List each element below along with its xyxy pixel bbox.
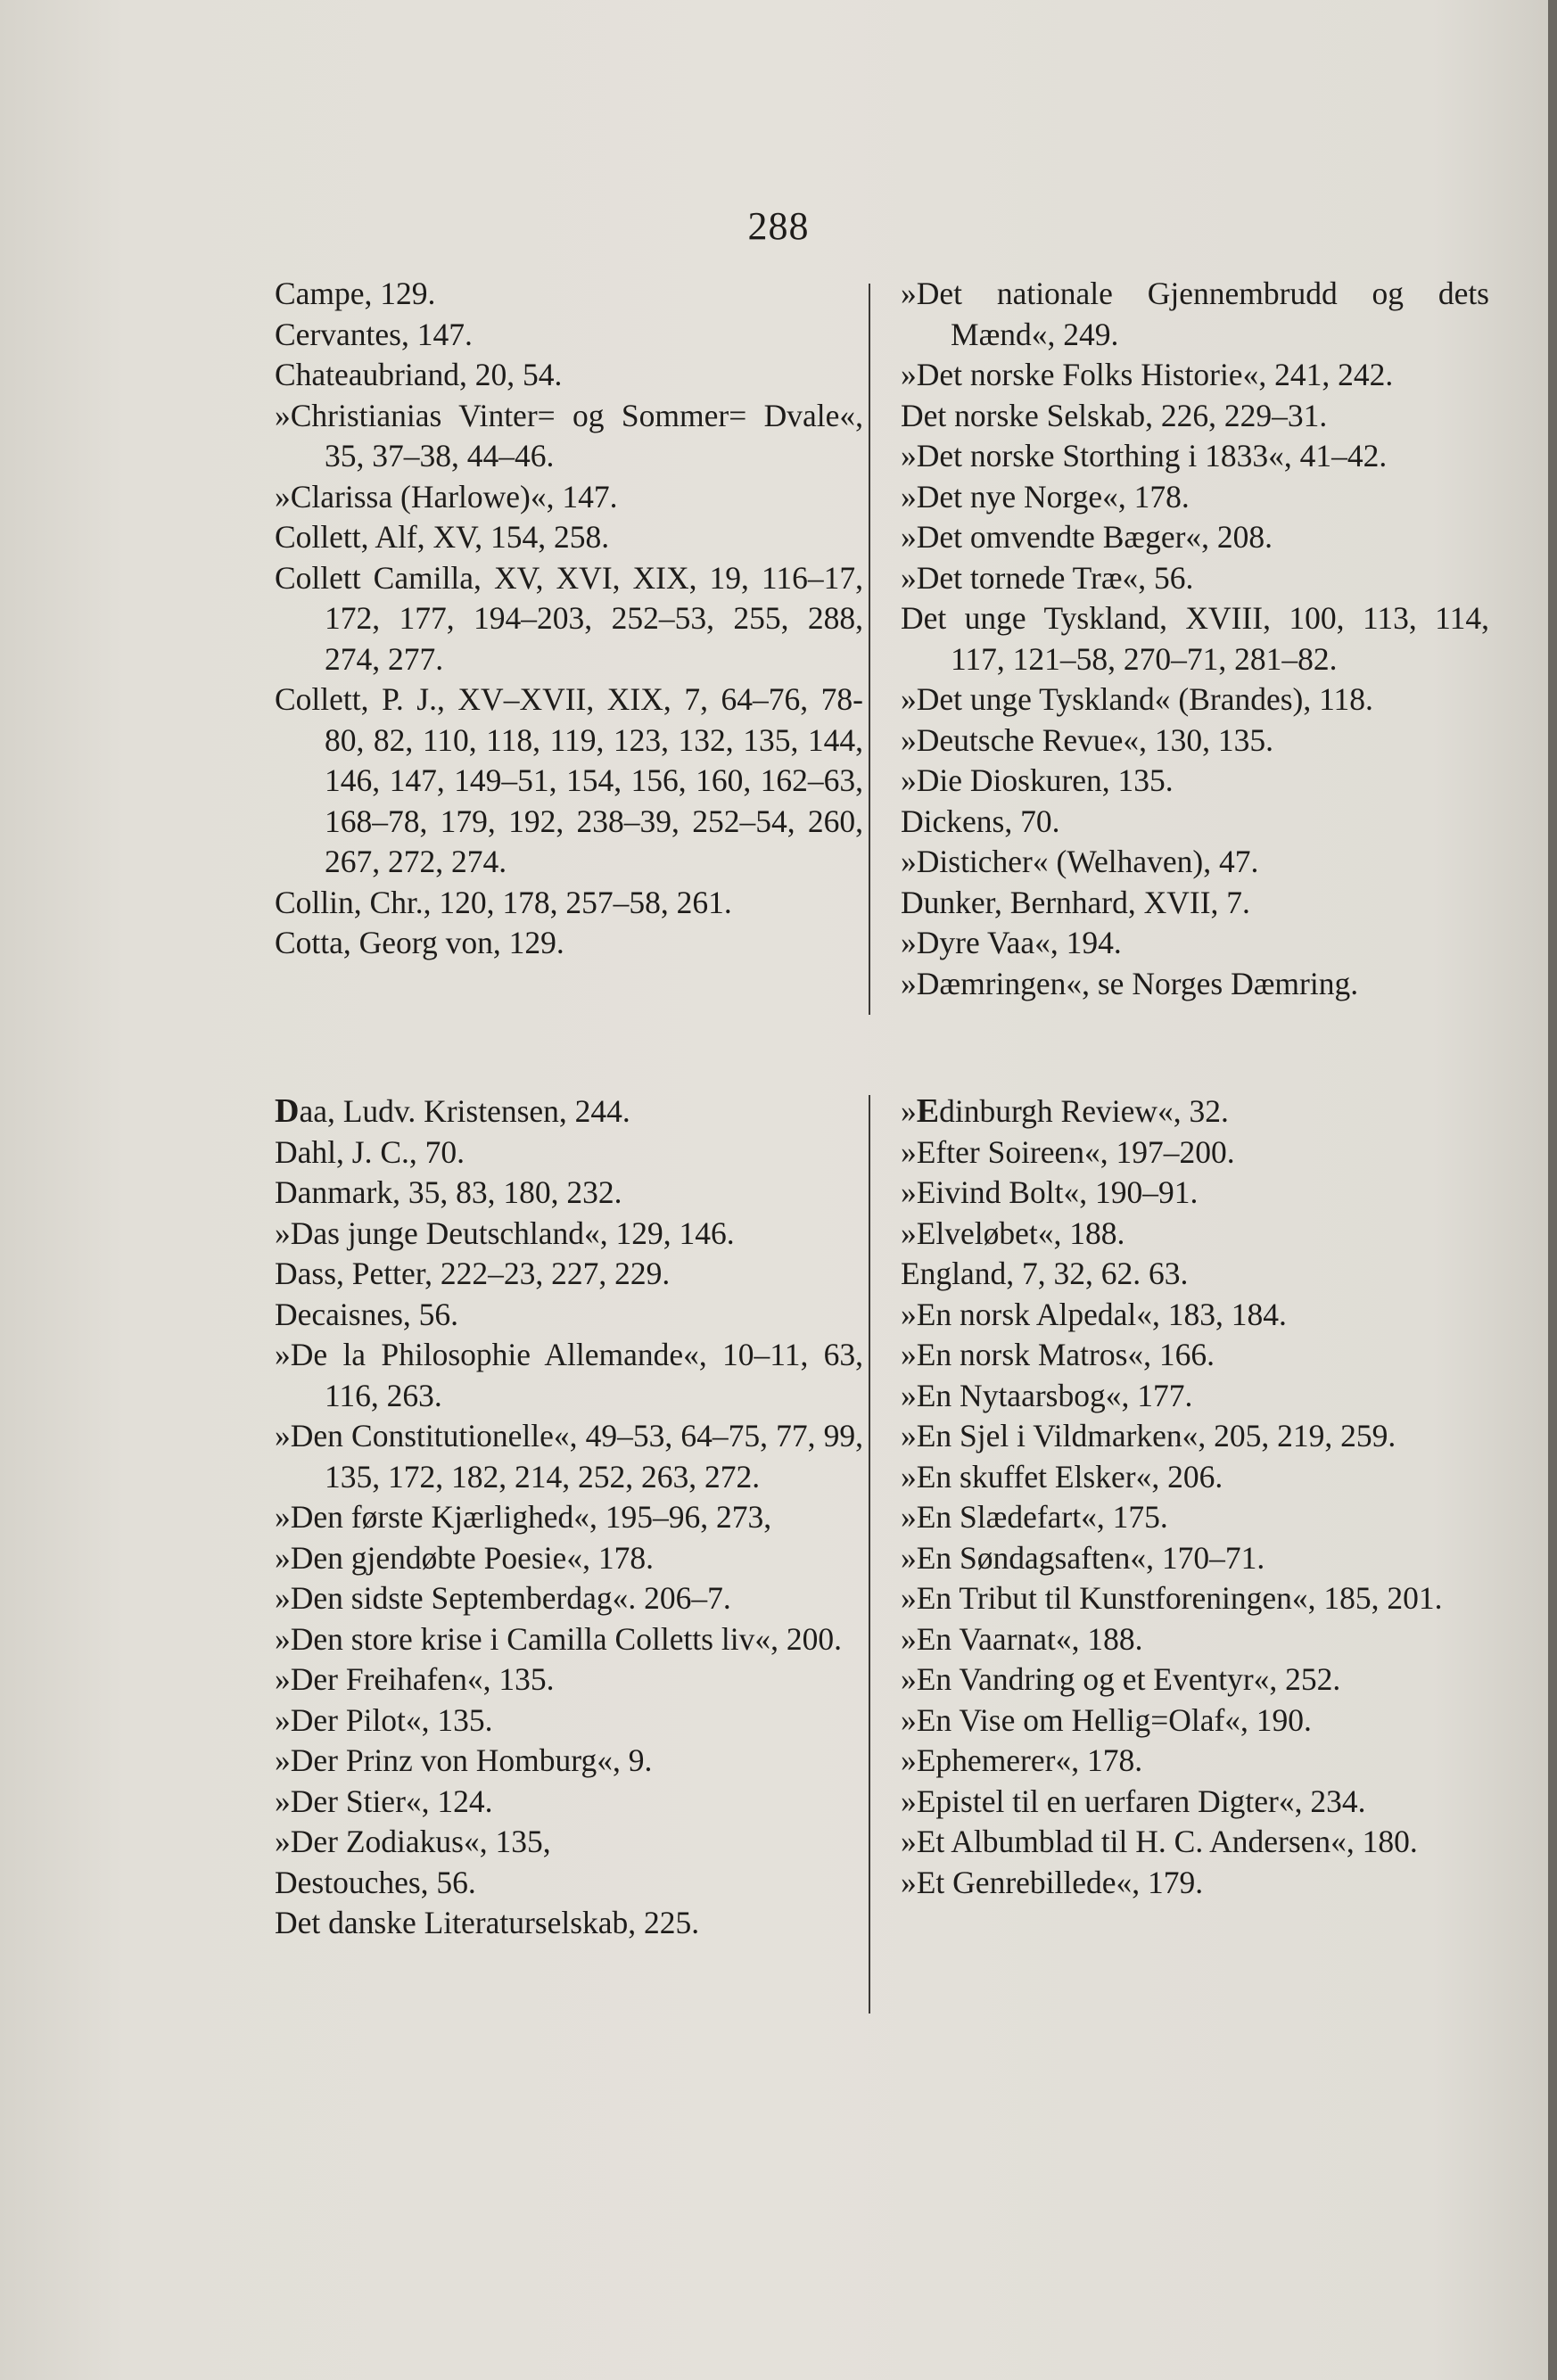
index-entry: »En Nytaarsbog«, 177. [901, 1377, 1193, 1413]
index-entry: »Das junge Deutschland«, 129, 146. [275, 1215, 735, 1251]
index-entry: »Der Zodiakus«, 135, [275, 1824, 551, 1859]
index-entry: »Ephemerer«, 178. [901, 1742, 1143, 1778]
index-entry: Danmark, 35, 83, 180, 232. [275, 1174, 622, 1210]
index-entry: »Clarissa (Harlowe)«, 147. [275, 478, 618, 515]
index-entry: Collett, P. J., XV–XVII, XIX, 7, 64–76, 78-80, 82, 110, 118, 119, 123, 132, 135, 144, 146, 147, 149–51, 154, 156, 160, 162–63, 168–78, 179, 192, 238–39, 252–54, 260, 267, 272, 274. [275, 681, 863, 879]
index-entry: »Det unge Tyskland« (Brandes), 118. [901, 681, 1373, 717]
index-entry: »En Slædefart«, 175. [901, 1499, 1168, 1535]
index-entry: »En norsk Alpedal«, 183, 184. [901, 1296, 1287, 1332]
index-entry: »Deutsche Revue«, 130, 135. [901, 721, 1274, 758]
index-entry: »Den gjendøbte Poesie«, 178. [275, 1539, 654, 1576]
index-column-e [901, 1091, 1489, 1903]
section-initial-d: D [275, 1092, 300, 1130]
index-entry: »Elveløbet«, 188. [901, 1215, 1125, 1251]
index-entry: »Dyre Vaa«, 194. [901, 925, 1122, 960]
index-entry: »Epistel til en uerfaren Digter«, 234. [901, 1783, 1366, 1819]
index-entry: »Den Constitutionelle«, 49–53, 64–75, 77, 99, 135, 172, 182, 214, 252, 263, 272. [275, 1418, 863, 1495]
index-entry: Chateaubriand, 20, 54. [275, 357, 563, 392]
index-entry: Cervantes, 147. [275, 316, 473, 352]
index-entry: »Et Genrebillede«, 179. [901, 1864, 1204, 1900]
index-entry: »Den sidste Septemberdag«. 206–7. [275, 1580, 731, 1616]
index-entry: »Der Pilot«, 135. [275, 1701, 493, 1738]
index-entry: Campe, 129. [275, 276, 436, 311]
index-entry: Collett Camilla, XV, XVI, XIX, 19, 116–17, 172, 177, 194–203, 252–53, 255, 288, 274, 277. [275, 559, 863, 677]
index-entry: »En Vaarnat«, 188. [901, 1620, 1143, 1657]
index-entry: »De la Philosophie Allemande«, 10–11, 63, 116, 263. [275, 1337, 863, 1413]
index-entry: »Christianias Vinter= og Sommer= Dvale«, 35, 37–38, 44–46. [275, 397, 863, 474]
index-entry-text: aa, Ludv. Kristensen, 244. [299, 1093, 630, 1129]
index-entry: »Der Stier«, 124. [275, 1783, 493, 1819]
index-entry: Det unge Tyskland, XVIII, 100, 113, 114, 117, 121–58, 270–71, 281–82. [901, 600, 1489, 677]
index-entry-prefix: » [901, 1093, 917, 1129]
index-entry: »Det norske Storthing i 1833«, 41–42. [901, 438, 1388, 474]
index-entry-text: dinburgh Review«, 32. [939, 1093, 1229, 1129]
index-entry: »En Vise om Hellig=Olaf«, 190. [901, 1701, 1312, 1738]
index-entry: Collett, Alf, XV, 154, 258. [275, 519, 610, 555]
index-entry: »En Søndagsaften«, 170–71. [901, 1539, 1265, 1576]
index-entry: »Der Prinz von Homburg«, 9. [275, 1742, 653, 1778]
index-entry: »En Vandring og et Eventyr«, 252. [901, 1661, 1341, 1697]
index-entry: Decaisnes, 56. [275, 1296, 459, 1332]
index-entry: »Eivind Bolt«, 190–91. [901, 1174, 1199, 1210]
index-entry: »Det nye Norge«, 178. [901, 478, 1190, 515]
index-entry: »En Tribut til Kunstforeningen«, 185, 201. [901, 1580, 1443, 1616]
index-entry: »En Sjel i Vildmarken«, 205, 219, 259. [901, 1418, 1396, 1454]
column-divider [869, 1095, 870, 2014]
index-entry [901, 1091, 1489, 1132]
index-entry: Collin, Chr., 120, 178, 257–58, 261. [275, 884, 732, 920]
index-entry: Det norske Selskab, 226, 229–31. [901, 397, 1328, 433]
index-entry: »Det tornede Træ«, 56. [901, 559, 1194, 596]
index-entry: »Den første Kjærlighed«, 195–96, 273, [275, 1499, 772, 1535]
index-entry: Det danske Literaturselskab, 225. [275, 1905, 700, 1940]
index-entry: Dickens, 70. [901, 803, 1060, 839]
index-entry: »Det nationale Gjennembrudd og dets Mænd«, 249. [901, 276, 1489, 352]
index-entry: »En skuffet Elsker«, 206. [901, 1458, 1223, 1495]
index-entry: »Der Freihafen«, 135. [275, 1661, 555, 1697]
index-entry: »Die Dioskuren, 135. [901, 762, 1174, 798]
index-column-c-left [275, 274, 863, 964]
index-entry [275, 1091, 863, 1132]
index-column-d-right [901, 274, 1489, 1004]
index-entry: »Det norske Folks Historie«, 241, 242. [901, 357, 1394, 392]
column-divider [869, 284, 870, 1015]
index-entry: »Det omvendte Bæger«, 208. [901, 519, 1273, 555]
index-column-d-left [275, 1091, 863, 1944]
index-entry: »Den store krise i Camilla Colletts liv«, 200. [275, 1620, 842, 1657]
scan-edge [1548, 0, 1557, 2380]
index-entry: Dahl, J. C., 70. [275, 1133, 465, 1170]
index-entry: Dass, Petter, 222–23, 227, 229. [275, 1256, 671, 1291]
index-entry: »Dæmringen«, se Norges Dæmring. [901, 965, 1359, 1001]
index-entry: »En norsk Matros«, 166. [901, 1337, 1215, 1372]
index-entry: »Et Albumblad til H. C. Andersen«, 180. [901, 1824, 1418, 1859]
page-number: 288 [747, 204, 810, 248]
index-entry: Dunker, Bernhard, XVII, 7. [901, 884, 1250, 920]
index-entry: »Efter Soireen«, 197–200. [901, 1133, 1235, 1170]
index-entry: England, 7, 32, 62. 63. [901, 1256, 1189, 1291]
section-initial-e: E [916, 1092, 940, 1130]
index-entry: »Disticher« (Welhaven), 47. [901, 844, 1259, 879]
index-entry: Destouches, 56. [275, 1864, 476, 1900]
index-entry: Cotta, Georg von, 129. [275, 925, 564, 960]
